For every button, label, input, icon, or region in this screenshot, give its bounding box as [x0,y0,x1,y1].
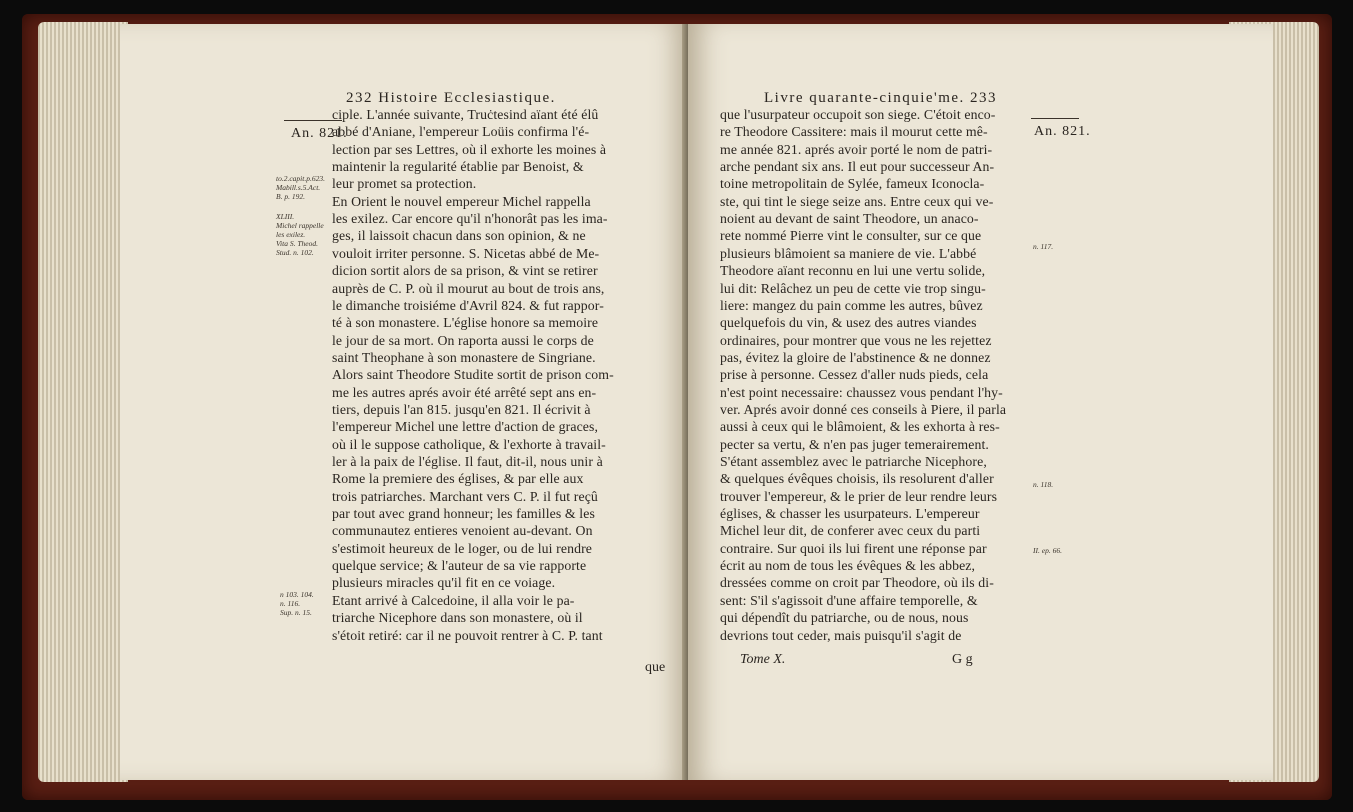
text-line: maintenir la regularité établie par Benoist, & [332,159,584,175]
text-line: lection par ses Lettres, où il exhorte les moines à [332,141,607,157]
text-line: par tout avec grand honneur; les familles & les [332,506,595,522]
left-year-label: An. 821. [291,126,348,141]
text-line: té à son monastere. L'église honore sa memoire [332,315,599,331]
text-line: ciple. L'année suivante, Truċtesind aïant été élû [332,107,599,122]
text-line: Theodore aïant reconnu en lui une vertu solide, [720,263,986,279]
text-line: tiers, depuis l'an 815. jusqu'en 821. Il écrivit à [332,401,591,417]
text-line: les exilez. Car encore qu'il n'honorât pas les ima- [332,211,608,227]
text-line: vouloit irriter personne. S. Nicetas abbé de Me- [332,245,600,261]
text-line: & quelques évêques choisis, ils resolurent d'aller [720,471,994,487]
text-line: ler à la paix de l'église. Il faut, dit-il, nous unir à [332,454,603,469]
text-line: S'étant assemblez avec le patriarche Nicephore, [720,454,987,469]
left-margin-note-3 [280,590,314,617]
left-catchword: que [645,660,666,675]
text-line: sent: S'il s'agissoit d'une affaire temporelle, & [720,592,978,608]
text-line: trois patriarches. Marchant vers C. P. il fut reçû [332,488,598,504]
text-line: pas, évitez la gloire de l'abstinence & ne donnez [720,349,991,365]
right-page [688,24,1273,780]
text-line: n'est point necessaire: chaussez vous pendant l'hy- [720,384,1003,400]
note-line: Sup. n. 15. [280,608,312,617]
text-line: dicion sortit alors de sa prison, & vint se retirer [332,263,598,279]
text-line: églises, & chasser les usurpateurs. L'empereur [720,506,980,522]
note-line: Vita S. Theod. [276,239,318,248]
right-year-label: An. 821. [1034,124,1091,139]
right-margin-note-3 [1033,546,1062,555]
right-margin-note-1 [1033,242,1053,251]
text-line: l'empereur Michel une lettre d'action de graces, [332,419,599,435]
text-line: re Theodore Cassitere: mais il mourut cette mê- [720,124,988,140]
text-line: Michel leur dit, de conferer avec ceux du parti [720,523,981,539]
text-line: écrit au nom de tous les évêques & les abbez, [720,558,976,574]
right-tome-label: Tome X. [740,652,786,667]
text-line: toine metropolitain de Sylée, fameux Iconocla- [720,176,985,192]
text-line: plusieurs blâmoient sa maniere de vie. L'abbé [720,245,977,261]
text-line: rete nommé Pierre vint le consulter, sur ce que [720,228,982,244]
left-margin-note-2 [276,212,324,257]
text-line: arche pendant six ans. Il eut pour successeur An- [720,159,995,175]
text-line: le jour de sa mort. On raporta aussi le corps de [332,332,594,348]
text-line: pecter sa vertu, & n'en pas juger temerairement. [720,436,989,452]
left-page [120,24,688,780]
right-margin-note-2 [1033,480,1053,489]
text-line: ste, qui tint le siege seize ans. Entre ceux qui ve- [720,193,994,209]
text-line: s'étoit retiré: car il ne pouvoit rentrer à C. P. tant [332,627,603,643]
note-line: XLIII. [276,212,295,221]
text-line: ordinaires, pour montrer que vous ne les rejettez [720,332,992,348]
text-line: auprès de C. P. où il mourut au bout de trois ans, [332,280,605,296]
text-line: Etant arrivé à Calcedoine, il alla voir le pa- [332,592,575,608]
text-line: lui dit: Relâchez un peu de cette vie trop singu- [720,280,986,296]
text-line: En Orient le nouvel empereur Michel rappella [332,193,591,209]
note-line: n. 118. [1033,480,1054,489]
text-line: Rome la premiere des églises, & par elle aux [332,471,584,487]
note-line: II. ep. 66. [1033,546,1062,555]
text-line: ver. Aprés avoir donné ces conseils à Piere, il parla [720,401,1007,417]
text-line: aussi à ceux qui le blâmoient, & les exhorta à res- [720,419,1000,435]
text-line: plusieurs miracles qu'il fit en ce voiage. [332,575,556,591]
text-line: s'estimoit heureux de le loger, ou de lui rendre [332,540,592,556]
text-line: devrions tout ceder, mais puisqu'il s'agit de [720,627,962,643]
text-line: dressées comme on croit par Theodore, où ils di- [720,575,994,591]
note-line: to.2.capit.p.623. [276,174,325,183]
left-margin-note-1 [276,174,325,201]
text-line: qui dépendît du patriarche, ou de nous, nous [720,610,969,626]
note-line: Mabill.s.5.Act. [276,183,321,192]
text-line: où il le suppose catholique, & l'exhorte à travail- [332,436,606,452]
left-page-edges [38,22,128,782]
text-line: noient au devant de saint Theodore, un anaco- [720,211,979,227]
right-signature-mark: G g [952,652,973,667]
right-year-rule [1031,118,1079,119]
text-line: me année 821. aprés avoir porté le nom de patri- [720,141,993,157]
text-line: leur promet sa protection. [332,176,477,192]
text-line: ges, il laissoit chacun dans son opinion, & ne [332,228,586,244]
text-line: Alors saint Theodore Studite sortit de prison com- [332,367,614,383]
text-line: contraire. Sur quoi ils lui firent une réponse par [720,540,987,556]
note-line: B. p. 192. [276,192,305,201]
text-line: trouver l'empereur, & le prier de leur rendre leurs [720,488,998,504]
text-line: prise à personne. Cessez d'aller nuds pieds, cela [720,367,989,383]
note-line: Stud. n. 102. [276,248,314,257]
text-line: me les autres aprés avoir été arrêté sept ans en- [332,384,597,400]
text-line: que l'usurpateur occupoit son siege. C'étoit enco- [720,107,996,122]
text-line: quelquefois du vin, & usez des autres viandes [720,315,977,331]
note-line: les exilez. [276,230,306,239]
note-line: n 103. 104. [280,590,314,599]
text-line: abbé d'Aniane, l'empereur Loüis confirma l'é- [332,124,590,140]
note-line: n. 117. [1033,242,1054,251]
note-line: Michel rappelle [276,221,324,230]
text-line: quelque service; & l'auteur de sa vie rapporte [332,558,587,574]
text-line: communautez entieres venoient au-devant. On [332,523,593,539]
text-line: saint Theophane à son monastere de Singriane. [332,349,596,365]
text-line: liere: mangez du pain comme les autres, bûvez [720,297,983,313]
note-line: n. 116. [280,599,301,608]
text-line: triarche Nicephore dans son monastere, où il [332,610,583,626]
text-line: le dimanche troisiéme d'Avril 824. & fut rappor- [332,297,604,313]
left-running-header: 232 Histoire Ecclesiastique. [346,90,556,106]
right-running-header: Livre quarante-cinquie'me. 233 [764,90,998,106]
